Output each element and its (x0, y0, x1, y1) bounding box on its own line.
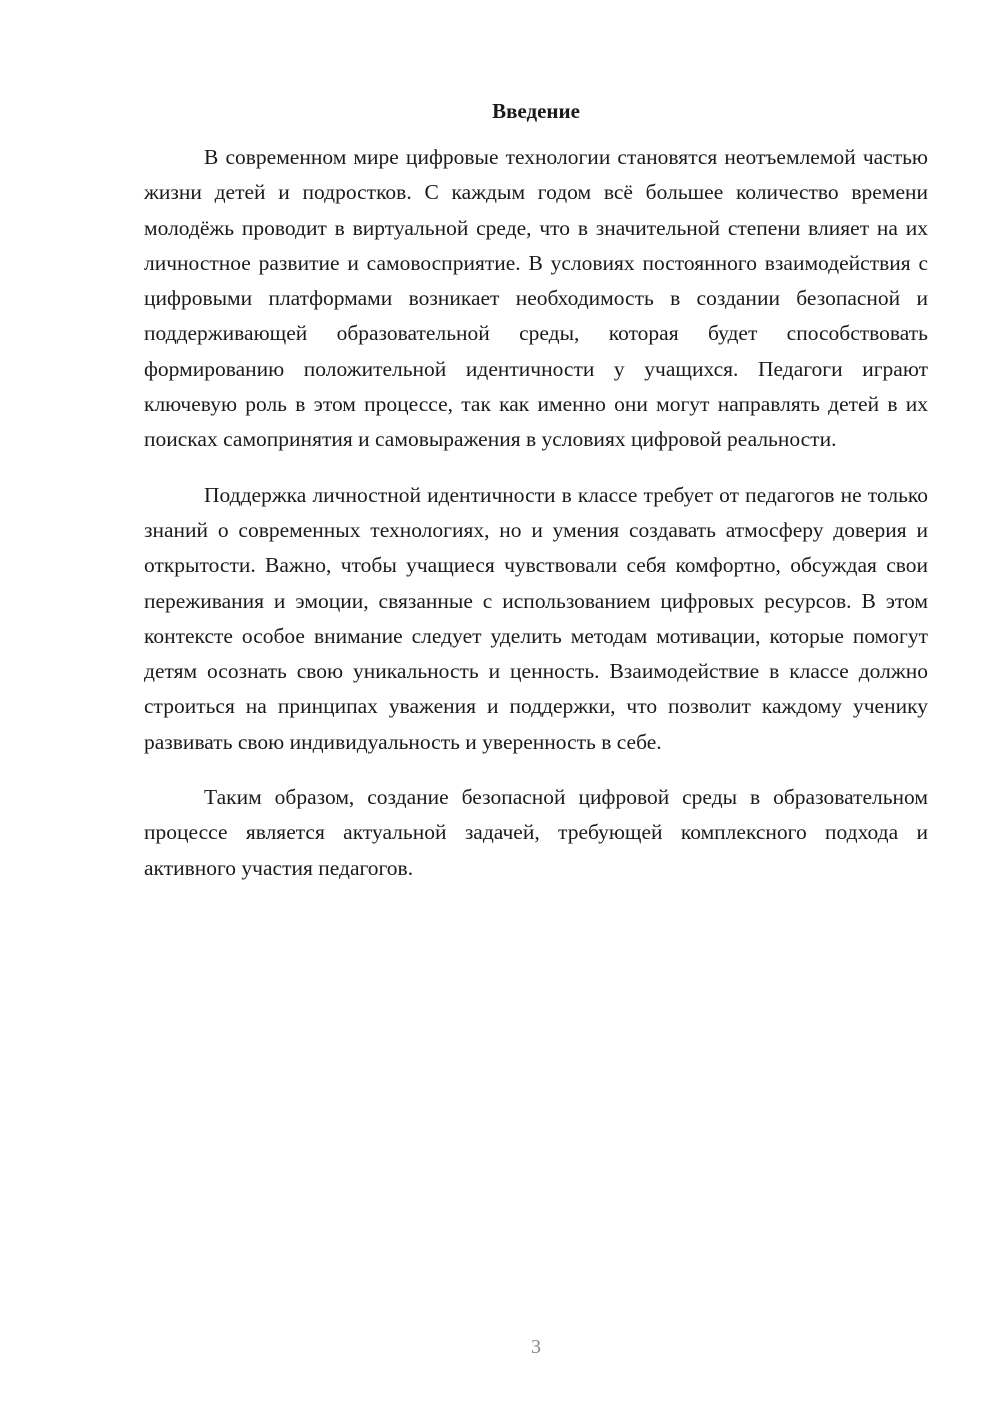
section-title: Введение (492, 99, 580, 123)
paragraph-2: Поддержка личностной идентичности в классе требует от педагогов не только знаний о современных технологиях, но и умения создавать атмосферу доверия и открытости. Важно, чтобы учащиеся чувствовали себя комфортно, обсуждая свои переживания и эмоции, связанные с использованием цифровых ресурсов. В этом контексте особое внимание следует уделить методам мотивации, которые помогут детям осознать свою уникальность и ценность. Взаимодействие в классе должно строиться на принципах уважения и поддержки, что позволит каждому ученику развивать свою индивидуальность и уверенность в себе. (144, 482, 928, 754)
page-content (144, 96, 928, 906)
paragraph-1: В современном мире цифровые технологии становятся неотъемлемой частью жизни детей и подростков. С каждым годом всё большее количество времени молодёжь проводит в виртуальной среде, что в значительной степени влияет на их личностное развитие и самовосприятие. В условиях постоянного взаимодействия с цифровыми платформами возникает необходимость в создании безопасной и поддерживающей образовательной среды, которая будет способствовать формированию положительной идентичности у учащихся. Педагоги играют ключевую роль в этом процессе, так как именно они могут направлять детей в их поисках самопринятия и самовыражения в условиях цифровой реальности. (144, 145, 928, 452)
paragraph-3: Таким образом, создание безопасной цифровой среды в образовательном процессе является актуальной задачей, требующей комплексного подхода и активного участия педагогов. (144, 785, 928, 880)
page-number: 3 (531, 1336, 541, 1358)
